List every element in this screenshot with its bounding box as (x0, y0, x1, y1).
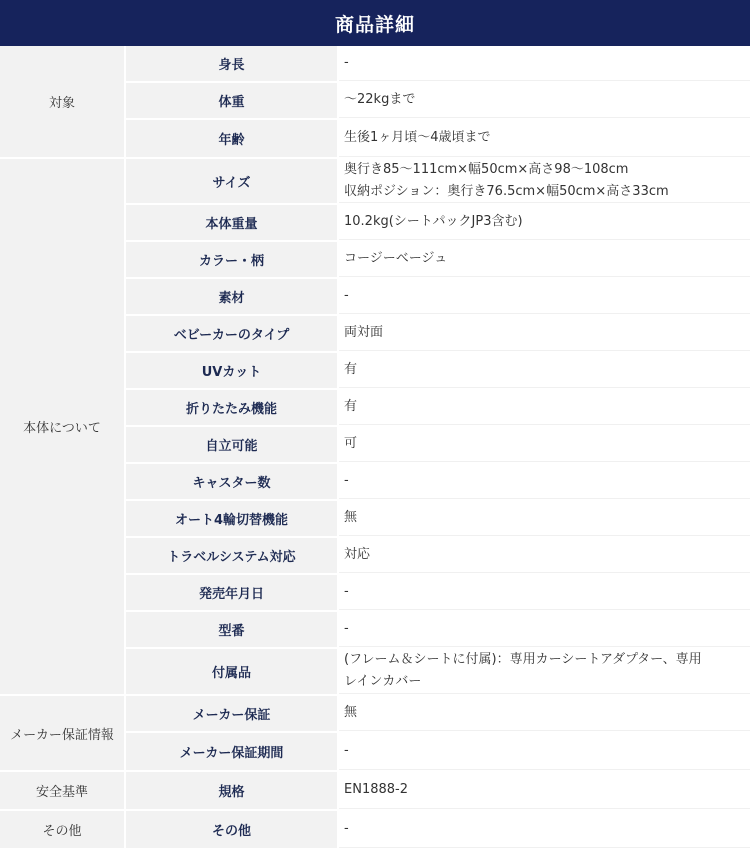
group-rows (126, 811, 750, 848)
spec-group (0, 159, 750, 696)
spec-label: カラー・柄 (126, 242, 339, 277)
spec-value (339, 696, 750, 731)
group-label: 安全基準 (0, 772, 126, 809)
spec-label: ベビーカーのタイプ (126, 316, 339, 351)
spec-group (0, 46, 750, 159)
spec-value-text: EN1888-2 (344, 782, 408, 797)
spec-row (126, 733, 750, 770)
spec-value (339, 120, 750, 157)
spec-row (126, 575, 750, 612)
spec-row (126, 464, 750, 501)
spec-value (339, 316, 750, 351)
spec-row (126, 205, 750, 242)
spec-value-text: 無 (344, 705, 358, 720)
spec-label: UVカット (126, 353, 339, 388)
spec-value (339, 205, 750, 240)
spec-row (126, 159, 750, 205)
spec-group (0, 811, 750, 848)
spec-value-text-line2: 収納ポジション：奥行き76.5cm×幅50cm×高さ33cm (344, 183, 669, 199)
spec-value-text: - (344, 743, 349, 758)
spec-row (126, 242, 750, 279)
spec-value-text: 対応 (344, 547, 371, 562)
group-rows (126, 772, 750, 809)
spec-value-text: 無 (344, 510, 358, 525)
spec-row (126, 390, 750, 427)
spec-row (126, 538, 750, 575)
spec-label: 発売年月日 (126, 575, 339, 610)
spec-label: 型番 (126, 612, 339, 647)
spec-group (0, 772, 750, 811)
spec-value-text: 可 (344, 436, 358, 451)
spec-label: 折りたたみ機能 (126, 390, 339, 425)
spec-value (339, 538, 750, 573)
spec-value-text: - (344, 821, 349, 836)
spec-value-text: (フレーム＆シートに付属)：専用カーシートアダプター、専用 (344, 652, 702, 667)
spec-row (126, 649, 750, 694)
group-label: その他 (0, 811, 126, 848)
spec-value (339, 612, 750, 647)
section-title: 商品詳細 (334, 13, 415, 36)
spec-label: 素材 (126, 279, 339, 314)
spec-row (126, 811, 750, 848)
spec-label: 年齢 (126, 120, 339, 157)
spec-label: オート4輪切替機能 (126, 501, 339, 536)
group-rows (126, 159, 750, 694)
spec-row (126, 612, 750, 649)
spec-label: 本体重量 (126, 205, 339, 240)
spec-label: トラベルシステム対応 (126, 538, 339, 573)
spec-value (339, 575, 750, 610)
spec-label: 規格 (126, 772, 339, 809)
spec-row (126, 696, 750, 733)
spec-value (339, 464, 750, 499)
spec-row (126, 279, 750, 316)
spec-row (126, 501, 750, 538)
spec-value-text: 10.2kg(シートパックJP3含む) (344, 214, 523, 229)
spec-row (126, 316, 750, 353)
spec-value-text-line2: レインカバー (344, 674, 422, 689)
spec-value (339, 501, 750, 536)
spec-value (339, 353, 750, 388)
group-label: 対象 (0, 46, 126, 157)
spec-label: メーカー保証 (126, 696, 339, 731)
spec-value-text: - (344, 621, 349, 636)
spec-row (126, 120, 750, 157)
spec-value-text: コージーベージュ (344, 251, 448, 266)
spec-value (339, 159, 750, 203)
spec-value (339, 242, 750, 277)
spec-label: 自立可能 (126, 427, 339, 462)
spec-label: キャスター数 (126, 464, 339, 499)
spec-label: その他 (126, 811, 339, 848)
group-label: メーカー保証情報 (0, 696, 126, 770)
spec-group (0, 696, 750, 772)
spec-label: メーカー保証期間 (126, 733, 339, 770)
group-label: 本体について (0, 159, 126, 694)
spec-label: サイズ (126, 159, 339, 203)
section-header (0, 0, 750, 46)
spec-value (339, 772, 750, 809)
spec-value (339, 279, 750, 314)
spec-value-text: 有 (344, 362, 358, 377)
spec-label: 付属品 (126, 649, 339, 694)
spec-value-text: 両対面 (344, 325, 384, 340)
spec-value-text: - (344, 473, 349, 488)
spec-value-text: - (344, 55, 349, 70)
spec-row (126, 83, 750, 120)
spec-row (126, 353, 750, 390)
spec-row (126, 427, 750, 464)
spec-table (0, 46, 750, 848)
spec-value-text: 奥行き85～111cm×幅50cm×高さ98～108cm (344, 161, 629, 177)
spec-label: 身長 (126, 46, 339, 81)
spec-value-text: 生後1ヶ月頃～4歳頃まで (344, 130, 491, 145)
spec-value (339, 390, 750, 425)
spec-value (339, 83, 750, 118)
spec-row (126, 46, 750, 83)
group-rows (126, 696, 750, 770)
spec-row (126, 772, 750, 809)
spec-label: 体重 (126, 83, 339, 118)
spec-value (339, 649, 750, 694)
spec-value-text: - (344, 584, 349, 599)
spec-value-text: - (344, 288, 349, 303)
spec-value (339, 733, 750, 770)
spec-value (339, 46, 750, 81)
group-rows (126, 46, 750, 157)
spec-value (339, 811, 750, 848)
spec-value-text: 有 (344, 399, 358, 414)
spec-value (339, 427, 750, 462)
spec-value-text: ～22kgまで (344, 92, 416, 107)
